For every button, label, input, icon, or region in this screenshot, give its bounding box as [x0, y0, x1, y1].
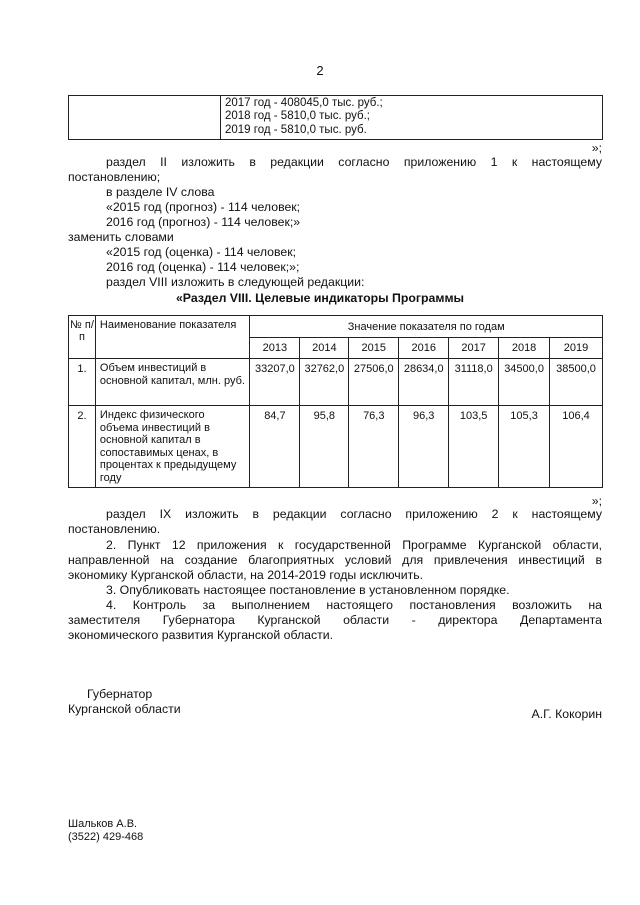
year-header: 2014: [300, 338, 349, 359]
funding-table-fragment: [68, 95, 603, 140]
header-values: Значение показателя по годам: [250, 316, 603, 338]
signer-name: А.Г. Кокорин: [531, 707, 602, 721]
old-text-2016: 2016 год (прогноз) - 114 человек;»: [106, 215, 301, 229]
year-header: 2017: [449, 338, 499, 359]
table-row: [69, 359, 603, 406]
item-3: 3. Опубликовать настоящее постановление в установленном порядке.: [106, 583, 510, 597]
indicator-value: 34500,0: [499, 359, 550, 406]
year-header: 2016: [399, 338, 449, 359]
indicator-value: 31118,0: [449, 359, 499, 406]
funding-line: 2018 год - 5810,0 тыс. руб.;: [225, 110, 370, 123]
new-text-2016: 2016 год (оценка) - 114 человек;»;: [106, 260, 300, 274]
old-text-2015: «2015 год (прогноз) - 114 человек;: [106, 200, 301, 214]
table-divider: [220, 96, 221, 139]
table-quote-close: »;: [591, 494, 602, 508]
funding-line: 2019 год - 5810,0 тыс. руб.: [225, 123, 367, 136]
indicator-value: 33207,0: [250, 359, 300, 406]
row-number: 2.: [69, 406, 96, 488]
indicator-name: Объем инвестиций в основной капитал, млн. руб.: [95, 359, 250, 406]
paragraph-section-9: раздел IX изложить в редакции согласно приложению 2 к настоящему: [106, 507, 602, 521]
quote-close: »;: [591, 141, 602, 155]
paragraph-section-2-end: постановлению;: [68, 170, 161, 184]
year-header: 2019: [550, 338, 603, 359]
indicator-value: 28634,0: [399, 359, 449, 406]
indicator-value: 103,5: [449, 406, 499, 488]
indicator-value: 32762,0: [300, 359, 349, 406]
new-text-2015: «2015 год (оценка) - 114 человек;: [106, 245, 297, 259]
paragraph-section-2: раздел II изложить в редакции согласно приложению 1 к настоящему: [106, 155, 602, 169]
indicator-value: 106,4: [550, 406, 603, 488]
indicator-name: Индекс физического объема инвестиций в основной капитал в сопоставимых ценах, в процентах к предыдущему году: [95, 406, 250, 488]
row-number: 1.: [69, 359, 96, 406]
page-number: 2: [316, 63, 324, 78]
indicators-table: [68, 315, 603, 488]
funding-line: 2017 год - 408045,0 тыс. руб.;: [225, 97, 383, 109]
year-header: 2018: [499, 338, 550, 359]
indicator-value: 105,3: [499, 406, 550, 488]
funding-lines: [225, 97, 383, 137]
section-8-title: «Раздел VIII. Целевые индикаторы Программы: [175, 291, 465, 305]
replace-with: заменить словами: [68, 230, 174, 244]
executor-phone: (3522) 429-468: [68, 831, 144, 843]
item-2-line-1: 2. Пункт 12 приложения к государственной Программе Курганской области,: [106, 538, 602, 552]
section-4-intro: в разделе IV слова: [106, 185, 215, 199]
indicator-value: 96,3: [399, 406, 449, 488]
section-8-intro: раздел VIII изложить в следующей редакции:: [106, 275, 365, 289]
item-4-line-3: экономического развития Курганской области.: [68, 628, 334, 642]
signer-title-line-2: Курганской области: [68, 702, 181, 716]
header-num: № п/п: [69, 316, 96, 359]
indicator-value: 38500,0: [550, 359, 603, 406]
item-4-line-1: 4. Контроль за выполнением настоящего постановления возложить на: [106, 598, 602, 612]
indicator-value: 27506,0: [349, 359, 399, 406]
item-2-line-3: экономику Курганской области, на 2014-2019 годы исключить.: [68, 568, 424, 582]
indicator-value: 95,8: [300, 406, 349, 488]
executor-name: Шальков А.В.: [68, 818, 138, 830]
indicator-value: 84,7: [250, 406, 300, 488]
table-row: [69, 406, 603, 488]
signer-title-line-1: Губернатор: [87, 687, 153, 701]
header-name: Наименование показателя: [95, 316, 250, 359]
paragraph-section-9-end: постановлению.: [68, 522, 161, 536]
item-2-line-2: направленной на создание благоприятных условий для привлечения инвестиций в: [68, 553, 602, 567]
indicator-value: 76,3: [349, 406, 399, 488]
year-header: 2013: [250, 338, 300, 359]
year-header: 2015: [349, 338, 399, 359]
item-4-line-2: заместителя Губернатора Курганской области - директора Департамента: [68, 613, 602, 627]
